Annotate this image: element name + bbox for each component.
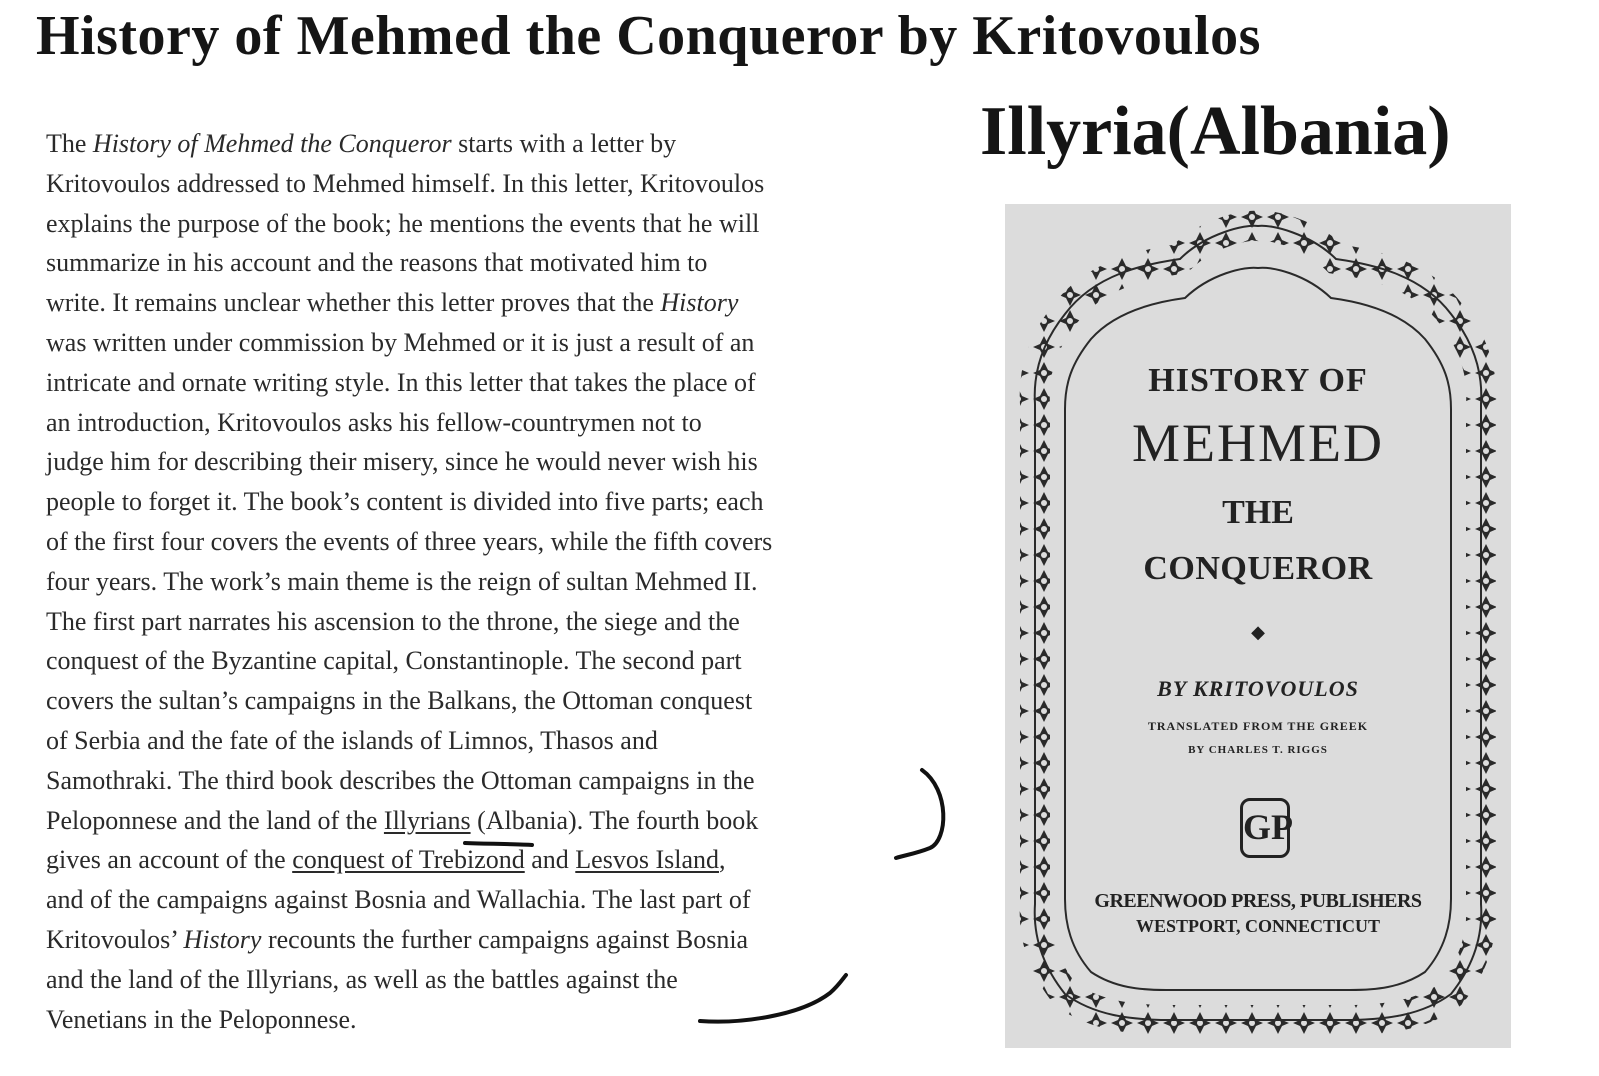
text-segment: Venetians in the Peloponnese. — [46, 1004, 357, 1034]
text-segment: and the land of the Illyrians, as well as the battles against the — [46, 964, 678, 994]
text-segment: covers the sultan’s campaigns in the Balkans, the Ottoman conquest — [46, 686, 753, 716]
text-line — [46, 602, 956, 642]
text-segment: and — [524, 845, 576, 875]
text-segment: starts with a letter by — [451, 129, 677, 158]
underlined-text: Lesvos Island — [575, 845, 719, 875]
text-line — [46, 323, 956, 363]
text-segment: (Albania). The fourth book — [470, 805, 759, 835]
text-line — [46, 403, 956, 443]
cover-author: BY KRITOVOULOS — [1157, 676, 1359, 701]
text-segment: Kritovoulos addressed to Mehmed himself. In this letter, Kritovoulos — [46, 168, 765, 198]
text-segment: and of the campaigns against Bosnia and Wallachia. The last part of — [46, 885, 751, 915]
text-line — [46, 204, 956, 244]
text-segment: an introduction, Kritovoulos asks his fellow-countrymen not to — [46, 407, 702, 437]
text-line — [46, 761, 956, 801]
text-line — [46, 283, 956, 323]
text-segment: Peloponnese and the land of the — [46, 805, 384, 835]
text-line — [46, 1000, 956, 1040]
text-segment: gives an account of the — [46, 845, 293, 875]
italic-title: History — [660, 288, 739, 318]
text-line — [46, 960, 956, 1000]
cover-place: WESTPORT, CONNECTICUT — [1135, 916, 1381, 936]
text-line — [46, 243, 956, 283]
text-line — [46, 641, 956, 681]
page-title: History of Mehmed the Conqueror by Kritovoulos — [36, 5, 1261, 67]
text-line — [46, 363, 956, 403]
text-segment: judge him for describing their misery, since he would never wish his — [46, 447, 758, 477]
book-cover-image — [1005, 204, 1511, 1048]
text-segment: The first part narrates his ascension to the throne, the siege and the — [46, 606, 740, 636]
text-segment: , — [718, 845, 726, 875]
page-subtitle: Illyria(Albania) — [980, 93, 1451, 170]
cover-title-line3: THE — [1222, 494, 1294, 531]
text-line — [46, 880, 956, 920]
cover-translator: BY CHARLES T. RIGGS — [1188, 744, 1328, 756]
text-line — [46, 442, 956, 482]
text-line — [46, 840, 956, 880]
text-segment: of the first four covers the events of three years, while the fifth covers — [46, 526, 773, 556]
text-line — [46, 164, 956, 204]
cover-title-line2: MEHMED — [1132, 413, 1384, 473]
text-segment: write. It remains unclear whether this letter proves that the — [46, 288, 661, 318]
underlined-text: conquest of Trebizond — [292, 845, 525, 875]
text-segment: Samothraki. The third book describes the Ottoman campaigns in the — [46, 765, 755, 795]
text-line — [46, 920, 956, 960]
text-segment: four years. The work’s main theme is the reign of sultan Mehmed II. — [46, 566, 758, 596]
text-line — [46, 124, 956, 164]
cover-publisher: GREENWOOD PRESS, PUBLISHERS — [1094, 890, 1422, 912]
italic-title: History — [183, 924, 262, 954]
text-segment: of Serbia and the fate of the islands of Limnos, Thasos and — [46, 725, 658, 755]
text-line — [46, 801, 956, 841]
text-line — [46, 482, 956, 522]
publisher-logo: GP — [1240, 798, 1290, 858]
text-segment: recounts the further campaigns against Bosnia — [261, 924, 749, 954]
cover-title-line1: HISTORY OF — [1148, 362, 1368, 399]
text-segment: intricate and ornate writing style. In this letter that takes the place of — [46, 367, 756, 397]
text-segment: conquest of the Byzantine capital, Constantinople. The second part — [46, 646, 742, 676]
text-line — [46, 721, 956, 761]
text-segment: people to forget it. The book’s content is divided into five parts; each — [46, 487, 764, 517]
text-segment: summarize in his account and the reasons that motivated him to — [46, 248, 708, 278]
article-text — [46, 124, 956, 1039]
text-line — [46, 681, 956, 721]
text-segment: The — [46, 129, 93, 158]
text-line — [46, 562, 956, 602]
underlined-text: Illyrians — [383, 805, 471, 835]
cover-title-line4: CONQUEROR — [1143, 550, 1373, 587]
text-line — [46, 522, 956, 562]
text-segment: was written under commission by Mehmed or it is just a result of an — [46, 327, 755, 357]
italic-title: History of Mehmed the Conqueror — [92, 129, 452, 158]
cover-translated: TRANSLATED FROM THE GREEK — [1147, 719, 1369, 733]
text-segment: explains the purpose of the book; he mentions the events that he will — [46, 208, 760, 238]
text-segment: Kritovoulos’ — [46, 924, 184, 954]
diamond-icon: ◆ — [1251, 622, 1265, 642]
